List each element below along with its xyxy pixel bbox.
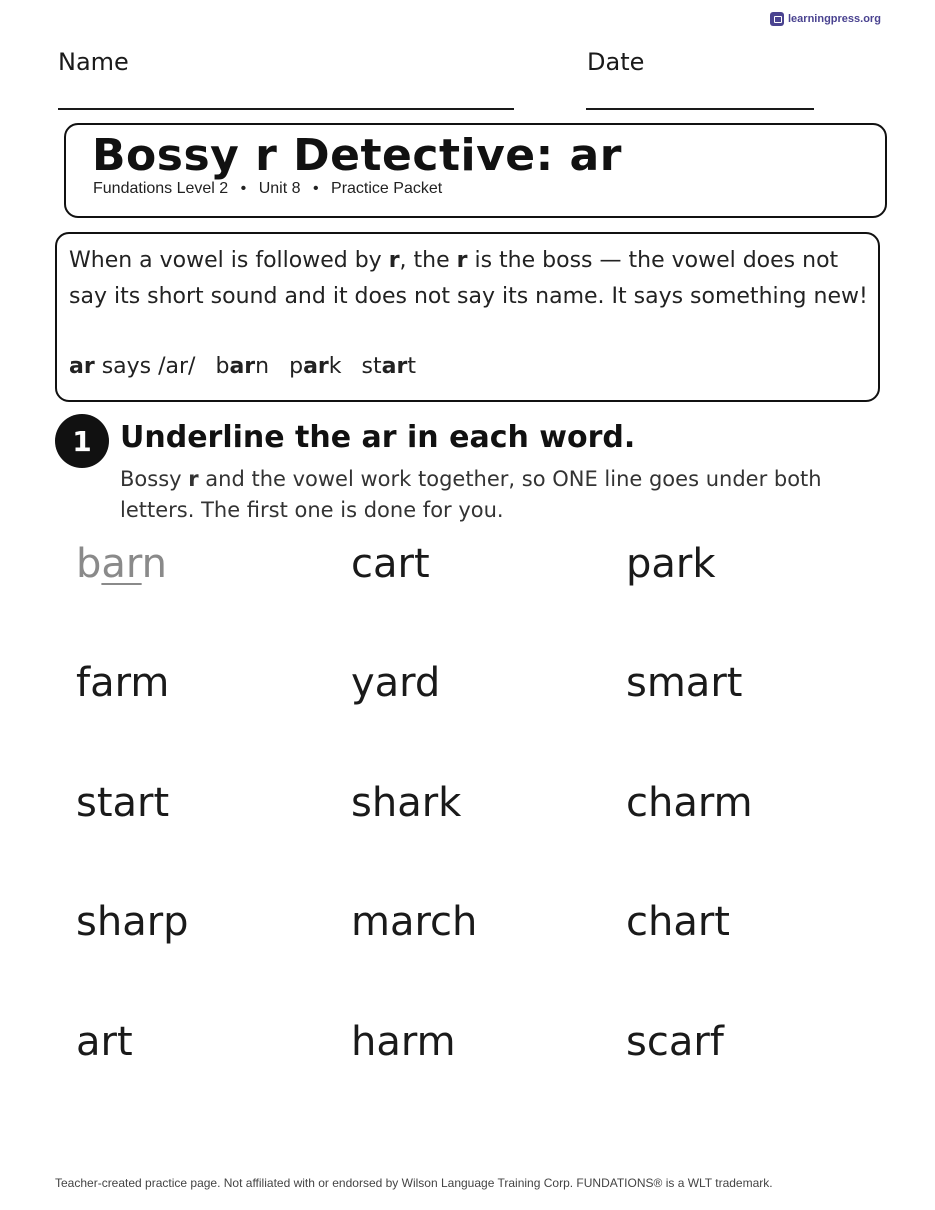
word-item[interactable]: chart [626, 899, 730, 945]
rule-text-part: , the [399, 248, 457, 273]
word-item[interactable]: scarf [626, 1019, 724, 1065]
date-label: Date [587, 48, 645, 76]
page-title: Bossy r Detective: ar [92, 130, 622, 181]
word-item[interactable]: cart [351, 541, 430, 587]
subtitle-packet: Practice Packet [331, 180, 443, 197]
subtitle-separator: • [312, 180, 319, 197]
example-word: park [289, 354, 342, 379]
date-line[interactable] [586, 108, 814, 110]
name-line[interactable] [58, 108, 514, 110]
word-example[interactable]: barn [76, 541, 168, 587]
book-icon [770, 12, 784, 26]
subtitle-separator: • [240, 180, 247, 197]
example-says: says /ar/ [94, 354, 196, 379]
example-word: start [361, 354, 416, 379]
word-item[interactable]: harm [351, 1019, 456, 1065]
footer-disclaimer: Teacher-created practice page. Not affiliated with or endorsed by Wilson Language Training Corp. FUNDATIONS® is a WLT trademark. [55, 1176, 773, 1190]
section-number-badge: 1 [55, 414, 109, 468]
word-item[interactable]: charm [626, 780, 753, 826]
rule-text [69, 243, 869, 315]
rule-text-bold-r: r [388, 248, 400, 273]
example-sound: ar [69, 354, 95, 379]
word-item[interactable]: art [76, 1019, 133, 1065]
word-item[interactable]: march [351, 899, 478, 945]
word-item[interactable]: start [76, 780, 170, 826]
logo[interactable] [770, 12, 881, 26]
name-label: Name [58, 48, 129, 76]
logo-text: learningpress.org [788, 13, 881, 25]
section-instructions: Bossy r and the vowel work together, so ONE line goes under both letters. The first one is done for you. [120, 467, 822, 522]
rule-text-part: is the boss — the vowel does not say its short sound and it does not say its name. It says something new! [69, 248, 868, 309]
section-title: Underline the ar in each word. [120, 420, 636, 455]
subtitle-unit: Unit 8 [258, 180, 301, 197]
word-item[interactable]: shark [351, 780, 462, 826]
word-item[interactable]: sharp [76, 899, 189, 945]
example-word: barn [215, 354, 270, 379]
word-item[interactable]: park [626, 541, 716, 587]
rule-text-bold-r: r [456, 248, 468, 273]
subtitle-level: Fundations Level 2 [93, 180, 229, 197]
word-item[interactable]: yard [351, 660, 441, 706]
word-item[interactable]: farm [76, 660, 170, 706]
rule-example [69, 354, 416, 379]
page-subtitle [93, 180, 442, 198]
rule-text-part: When a vowel is followed by [69, 248, 389, 273]
word-item[interactable]: smart [626, 660, 743, 706]
